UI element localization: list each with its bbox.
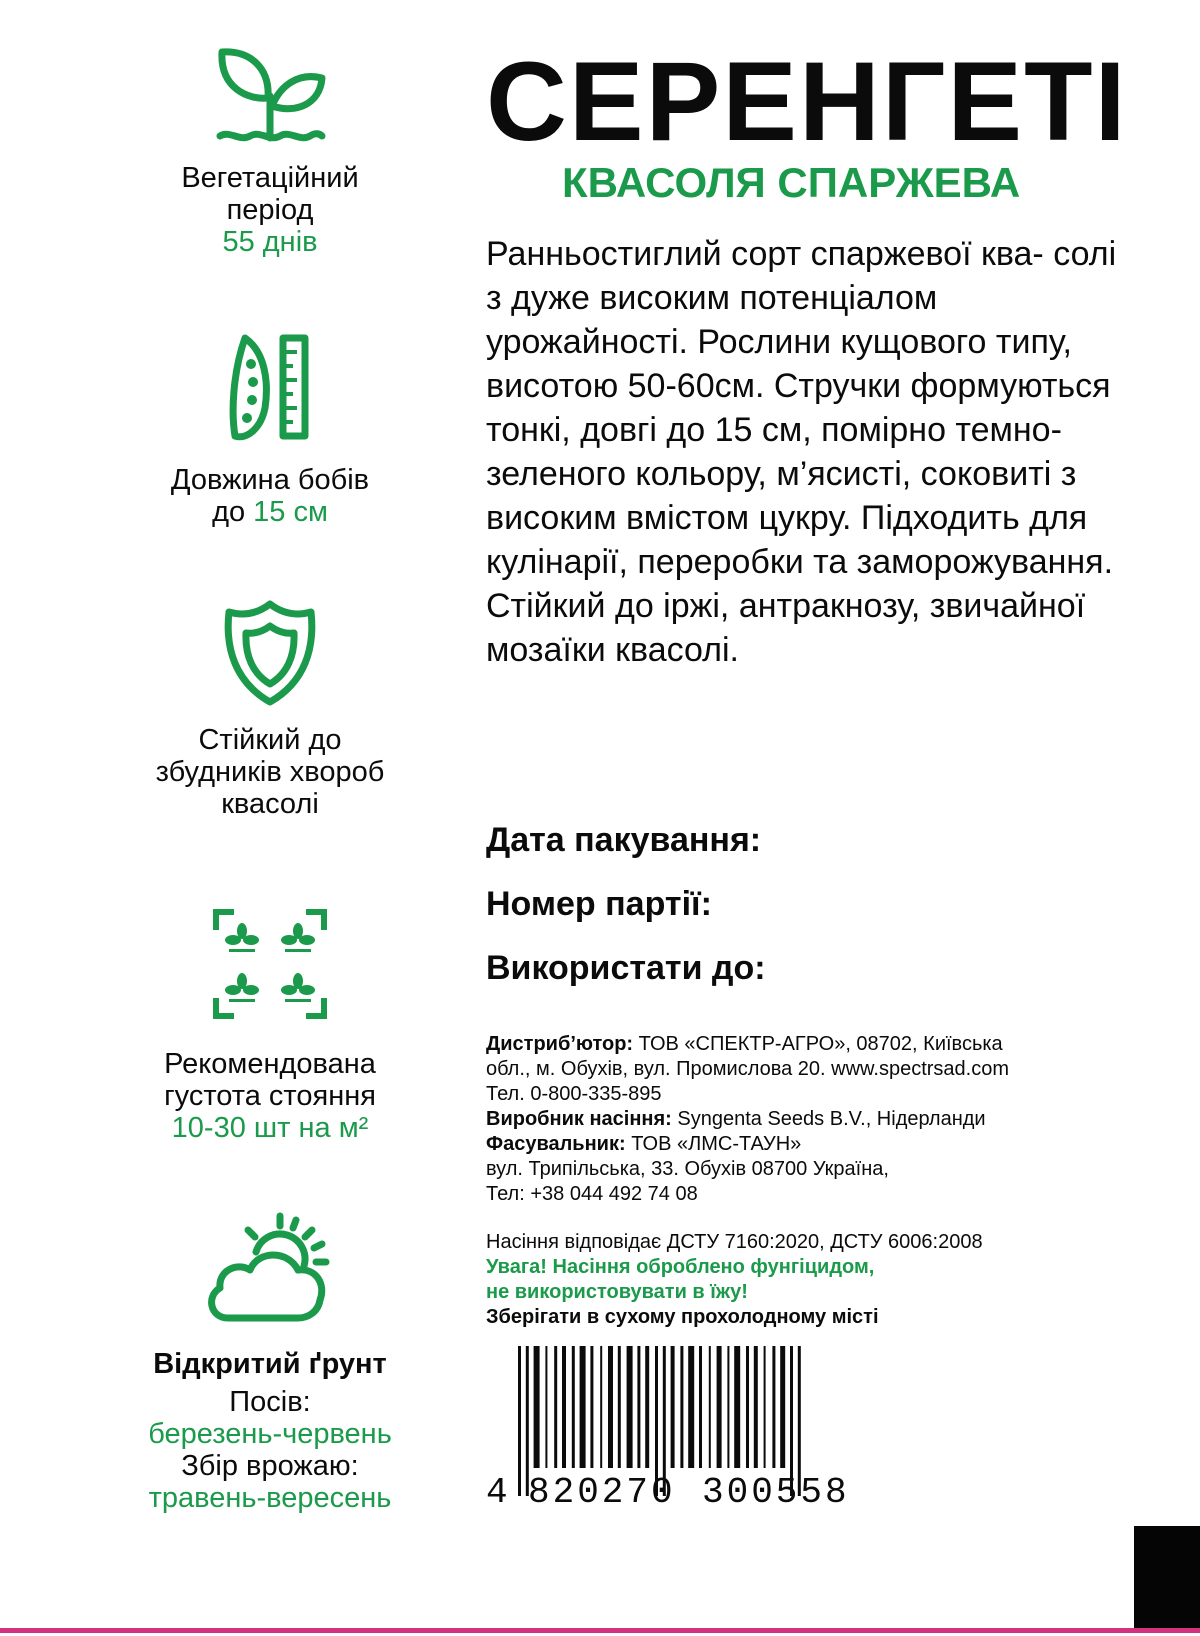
sun-cloud-icon — [204, 1210, 336, 1326]
packer-address: вул. Трипільська, 33. Обухів 08700 Україна, — [486, 1158, 889, 1180]
barcode-bar — [754, 1346, 758, 1468]
bottom-border-line — [0, 1628, 1200, 1633]
distribution-info — [486, 1032, 1166, 1207]
barcode-bar — [637, 1346, 640, 1468]
product-name: СЕРЕНГЕТІ — [486, 39, 1128, 164]
barcode-bar — [580, 1346, 586, 1468]
packaging-fields — [486, 820, 766, 1012]
product-description: Ранньостиглий сорт спаржевої ква- солі з дуже високим потенціалом урожайності. Рослини кущового типу, висотою 50-60см. Стручки формуються тонкі, довгі до 15 см, помірно темно-зеленого кольору, м’ясисті, соковиті з високим вмістом цукру. Підходить для кулінарії, переробки та заморожування. Стійкий до іржі, антракнозу, звичайної мозаїки квасолі. — [486, 235, 1117, 669]
pod-length-label: Довжина бобів — [170, 464, 370, 496]
barcode-bar — [746, 1346, 749, 1468]
barcode-bar — [764, 1346, 766, 1468]
barcode-bar — [717, 1346, 722, 1468]
barcode-bar — [562, 1346, 566, 1468]
barcode-bar — [780, 1346, 785, 1468]
corner-block — [1134, 1526, 1200, 1630]
storage-note: Зберігати в сухому прохолодному місті — [486, 1306, 879, 1328]
distributor-address: обл., м. Обухів, вул. Промислова 20. www.spectrsad.com — [486, 1058, 1009, 1080]
barcode — [486, 1346, 876, 1508]
bean-pod-ruler-icon — [225, 332, 315, 444]
sowing-label: Посів: — [229, 1386, 311, 1418]
barcode-bar — [572, 1346, 575, 1468]
packer-label: Фасувальник: — [486, 1133, 626, 1155]
barcode-bar — [772, 1346, 775, 1468]
pod-length-prefix: до — [212, 496, 254, 528]
feature-vegetation — [100, 42, 440, 258]
barcode-bar — [590, 1346, 593, 1468]
barcode-bar — [608, 1346, 613, 1468]
barcode-bar — [618, 1346, 621, 1468]
distributor-phone: Тел. 0-800-335-895 — [486, 1083, 662, 1105]
standard-note: Насіння відповідає ДСТУ 7160:2020, ДСТУ 6006:2008 — [486, 1231, 983, 1253]
barcode-left-group: 820270 — [528, 1472, 676, 1508]
barcode-right-group: 300558 — [702, 1472, 850, 1508]
barcode-bar — [671, 1346, 675, 1468]
feature-growing — [100, 1210, 440, 1514]
distributor-line — [486, 1032, 1166, 1057]
resistance-label-line3: квасолі — [221, 788, 319, 820]
barcode-bar — [534, 1346, 540, 1468]
feature-density — [100, 908, 440, 1144]
warning-line1: Увага! Насіння оброблено фунгіцидом, — [486, 1256, 875, 1278]
producer-line — [486, 1107, 1166, 1132]
batch-number-field: Номер партії: — [486, 885, 712, 923]
barcode-first-digit: 4 — [486, 1472, 508, 1508]
packer-line — [486, 1132, 1166, 1157]
barcode-bar — [518, 1346, 521, 1496]
planting-grid-icon — [212, 908, 328, 1020]
seed-notes — [486, 1230, 1166, 1330]
pod-length-value: 15 см — [253, 496, 328, 528]
producer-value: Syngenta Seeds B.V., Нідерланди — [671, 1108, 986, 1130]
sprout-icon — [210, 42, 330, 154]
density-value: 10-30 шт на м² — [171, 1112, 369, 1144]
vegetation-label-line2: період — [226, 194, 314, 226]
pod-length-value-line — [100, 496, 440, 528]
shield-icon — [223, 598, 317, 708]
barcode-bar — [600, 1346, 602, 1468]
barcode-bar — [688, 1346, 694, 1468]
resistance-label-line2: збудників хвороб — [155, 756, 385, 788]
warning-line2: не використовувати в їжу! — [486, 1281, 748, 1303]
barcode-bar — [627, 1346, 633, 1468]
product-type: КВАСОЛЯ СПАРЖЕВА — [562, 159, 1021, 206]
barcode-bar — [699, 1346, 702, 1468]
barcode-bar — [734, 1346, 740, 1468]
packer-value: ТОВ «ЛМС-ТАУН» — [625, 1133, 802, 1155]
feature-pod-length — [100, 332, 440, 528]
distributor-value: ТОВ «СПЕКТР-АГРО», 08702, Київська — [633, 1033, 1003, 1055]
barcode-bar — [554, 1346, 557, 1468]
harvest-label: Збір врожаю: — [181, 1450, 359, 1482]
barcode-bar — [645, 1346, 649, 1468]
packer-phone: Тел: +38 044 492 74 08 — [486, 1183, 698, 1205]
harvest-value: травень-вересень — [148, 1482, 392, 1514]
ground-type: Відкритий ґрунт — [153, 1348, 387, 1380]
vegetation-label-line1: Вегетаційний — [181, 162, 359, 194]
pack-date-field: Дата пакування: — [486, 821, 762, 859]
sowing-value: березень-червень — [148, 1418, 392, 1450]
producer-label: Виробник насіння: — [486, 1108, 672, 1130]
barcode-bar — [727, 1346, 729, 1468]
barcode-bar — [709, 1346, 711, 1468]
vegetation-value: 55 днів — [222, 226, 318, 258]
use-by-field: Використати до: — [486, 949, 766, 987]
feature-resistance — [100, 598, 440, 820]
distributor-label: Дистриб’ютор: — [486, 1033, 634, 1055]
barcode-bar — [680, 1346, 683, 1468]
barcode-bar — [545, 1346, 547, 1468]
density-label-line2: густота стояння — [164, 1080, 376, 1112]
resistance-label-line1: Стійкий до — [198, 724, 342, 756]
density-label-line1: Рекомендована — [164, 1048, 376, 1080]
